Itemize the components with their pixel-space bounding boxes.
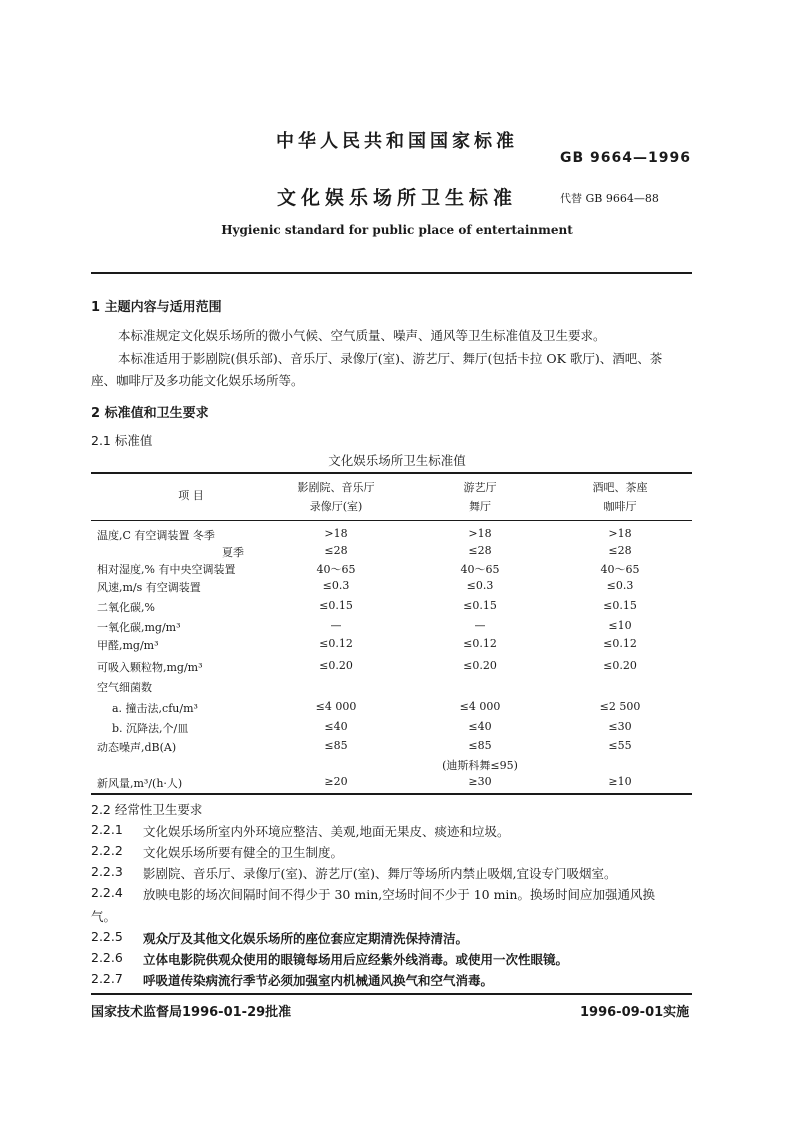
row-value-col1: ≤4 000 (315, 700, 357, 713)
row-value-col1: ≤28 (324, 544, 348, 557)
row-value-col1: ≥20 (324, 775, 348, 788)
row-label: 夏季 (222, 546, 244, 559)
document-title: 文化娱乐场所卫生标准 (276, 187, 517, 209)
clause-number: 2.2.6 (91, 950, 123, 965)
row-value-col2: >18 (468, 527, 492, 540)
row-value-col2: ≤28 (468, 544, 492, 557)
row-value-col2: ≤0.15 (463, 599, 497, 612)
section-2-heading: 2 标准值和卫生要求 (91, 406, 209, 421)
row-value-col3: >18 (608, 527, 632, 540)
row-label: 新风量,m³/(h·人) (97, 777, 183, 790)
table-header-col2-line2: 舞厅 (469, 500, 491, 513)
row-value-col2: — (474, 619, 486, 632)
section-1-paragraph-2-line-1: 本标准适用于影剧院(俱乐部)、音乐厅、录像厅(室)、游艺厅、舞厅(包括卡拉 OK 歌厅)、酒吧、茶 (118, 351, 663, 366)
row-value-col3: ≤0.15 (603, 599, 637, 612)
row-label: 空气细菌数 (97, 681, 152, 694)
row-value-col3: ≤10 (608, 619, 632, 632)
clause-text-continuation: 气。 (91, 909, 117, 924)
row-label: 温度,C 有空调装置 冬季 (97, 529, 215, 542)
row-value-col1: ≤0.12 (319, 637, 353, 650)
table-top-rule (91, 472, 692, 474)
clause-number: 2.2.7 (91, 971, 123, 986)
standard-number: GB 9664—1996 (560, 150, 691, 166)
row-label: 一氧化碳,mg/m³ (97, 621, 181, 634)
row-value-col2: ≤85 (468, 739, 492, 752)
row-value-col3: ≤28 (608, 544, 632, 557)
row-value-col1: ≤40 (324, 720, 348, 733)
row-value-col3: ≥10 (608, 775, 632, 788)
row-value-col2: ≤0.3 (466, 579, 494, 592)
row-value-col3: ≤0.20 (603, 659, 637, 672)
row-label: 甲醛,mg/m³ (97, 639, 159, 652)
row-value-col1: ≤0.20 (319, 659, 353, 672)
section-2-2-heading: 2.2 经常性卫生要求 (91, 802, 203, 817)
clause-text: 观众厅及其他文化娱乐场所的座位套应定期清洗保持清洁。 (143, 931, 469, 946)
row-value-col1: 40～65 (316, 563, 356, 576)
header-rule (91, 272, 692, 274)
section-2-1-heading: 2.1 标准值 (91, 433, 153, 448)
row-value-col3: 40～65 (600, 563, 640, 576)
effective-date: 1996-09-01实施 (580, 1005, 690, 1020)
row-label: 二氧化碳,% (97, 601, 155, 614)
table-header-rule (91, 520, 692, 521)
row-label: 风速,m/s 有空调装置 (97, 581, 201, 594)
clause-number: 2.2.1 (91, 822, 123, 837)
row-value-col2: ≤40 (468, 720, 492, 733)
standard-org: 中华人民共和国国家标准 (276, 131, 518, 152)
clause-number: 2.2.5 (91, 929, 123, 944)
clause-text: 呼吸道传染病流行季节必须加强室内机械通风换气和空气消毒。 (143, 973, 494, 988)
clause-number: 2.2.3 (91, 864, 123, 879)
row-label: 相对湿度,% 有中央空调装置 (97, 563, 236, 576)
table-header-item: 项 目 (178, 489, 204, 502)
row-value-col3: ≤30 (608, 720, 632, 733)
section-1-paragraph-2-line-2: 座、咖啡厅及多功能文化娱乐场所等。 (91, 373, 304, 388)
row-label: b. 沉降法,个/皿 (112, 722, 189, 735)
table-bottom-rule (91, 793, 692, 795)
row-value-col2: ≤4 000 (459, 700, 501, 713)
table-title: 文化娱乐场所卫生标准值 (328, 453, 466, 468)
row-value-col2: ≤0.20 (463, 659, 497, 672)
row-value-col3: ≤0.3 (606, 579, 634, 592)
approval-note: 国家技术监督局1996-01-29批准 (91, 1005, 292, 1020)
clause-number: 2.2.4 (91, 885, 123, 900)
clause-number: 2.2.2 (91, 843, 123, 858)
table-header-col1-line2: 录像厅(室) (309, 500, 363, 513)
table-header-col1 (281, 478, 391, 516)
clause-text: 影剧院、音乐厅、录像厅(室)、游艺厅(室)、舞厅等场所内禁止吸烟,宜设专门吸烟室。 (143, 866, 617, 881)
replaces-note: 代替 GB 9664—88 (560, 192, 659, 205)
table-header-col3-line2: 咖啡厅 (603, 500, 637, 513)
row-label: 动态噪声,dB(A) (97, 741, 177, 754)
footer-rule (91, 993, 692, 995)
clause-text: 放映电影的场次间隔时间不得少于 30 min,空场时间不少于 10 min。换场时间应加强通风换 (143, 887, 655, 902)
table-header-col1-line1: 影剧院、音乐厅 (297, 481, 375, 494)
english-title: Hygienic standard for public place of entertainment (221, 223, 573, 237)
row-value-col3: ≤2 500 (599, 700, 641, 713)
row-value-col1: ≤0.3 (322, 579, 350, 592)
row-value-col1: — (330, 619, 342, 632)
table-header-col3-line1: 酒吧、茶座 (592, 481, 648, 494)
row-value-col2: ≥30 (468, 775, 492, 788)
row-value-col2: 40～65 (460, 563, 500, 576)
row-value-col1: >18 (324, 527, 348, 540)
clause-text: 立体电影院供观众使用的眼镜每场用后应经紫外线消毒。或使用一次性眼镜。 (143, 952, 569, 967)
section-1-heading: 1 主题内容与适用范围 (91, 300, 222, 315)
table-header-col2 (425, 478, 535, 516)
row-value-col3: ≤0.12 (603, 637, 637, 650)
row-value-col2: ≤0.12 (463, 637, 497, 650)
table-header-col3 (565, 478, 675, 516)
row-note-col2: (迪斯科舞≤95) (442, 759, 518, 772)
clause-text: 文化娱乐场所室内外环境应整洁、美观,地面无果皮、痰迹和垃圾。 (143, 824, 510, 839)
row-label: 可吸入颗粒物,mg/m³ (97, 661, 203, 674)
section-1-paragraph-1: 本标准规定文化娱乐场所的微小气候、空气质量、噪声、通风等卫生标准值及卫生要求。 (118, 328, 606, 343)
table-header-col2-line1: 游艺厅 (463, 481, 497, 494)
row-value-col3: ≤55 (608, 739, 632, 752)
row-value-col1: ≤0.15 (319, 599, 353, 612)
row-value-col1: ≤85 (324, 739, 348, 752)
row-label: a. 撞击法,cfu/m³ (112, 702, 198, 715)
clause-text: 文化娱乐场所要有健全的卫生制度。 (143, 845, 344, 860)
